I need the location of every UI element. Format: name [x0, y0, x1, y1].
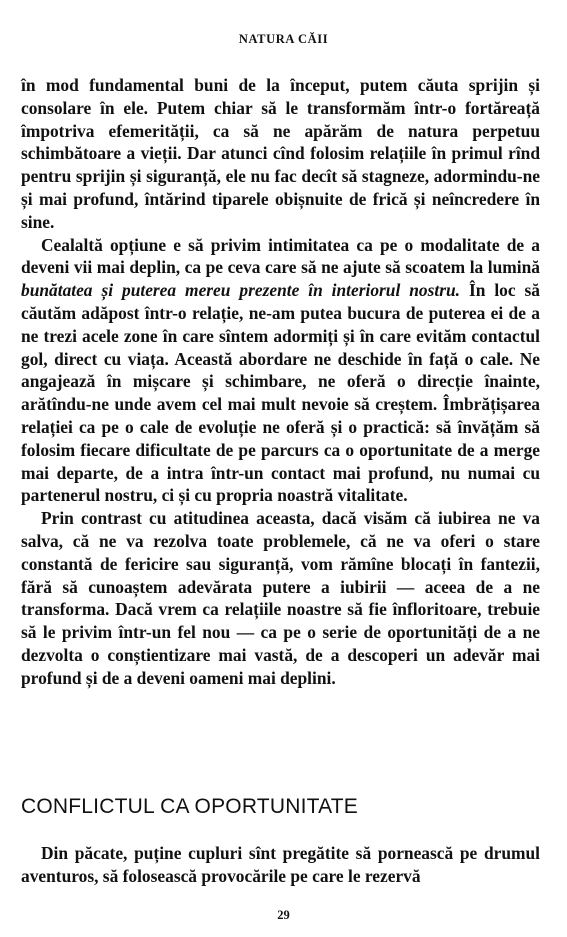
running-head: NATURA CĂII — [238, 32, 329, 46]
paragraph-3-text: Prin contrast cu atitudinea aceasta, dacă visăm că iubirea ne va salva, că ne va rezolva toate problemele, că ne va oferi o stare constantă de fericire sau siguranță, vom rămîne blocați în fantezii, fără să cunoaștem adevărata putere a iubirii — aceea de a ne transforma. Dacă vrem ca relațiile noastre să fie înfloritoare, trebuie să le privim într-un fel nou — ca pe o serie de oportunități de a ne dezvolta o conștientizare mai vastă, de a descoperi un adevăr mai profund și de a deveni oameni mai deplini. — [21, 508, 540, 688]
paragraph-2 — [21, 234, 540, 508]
page-number: 29 — [277, 908, 290, 922]
paragraph-1 — [21, 74, 540, 234]
paragraph-2-text-b: În loc să căutăm adăpost într-o relație, ne-am putea bucura de puterea ei de a ne trezi acele zone în care sîntem adormiți și în care evităm contactul gol, direct cu viața. Această abordare ne deschide în față o cale. Ne angajează în mișcare și schimbare, ne oferă o direcție înainte, arătîndu-ne unde avem cel mai mult nevoie să creștem. Îmbrățișarea relației ca pe o cale de evoluție ne oferă și o practică: să învățăm să folosim fiecare dificultate de pe parcurs ca o oportunitate de a merge mai departe, de a intra într-un contact mai profund, nu numai cu partenerul nostru, ci și cu propria noastră vitalitate. — [21, 280, 541, 506]
paragraph-3 — [21, 507, 540, 689]
paragraph-2-text-a: Cealaltă opțiune e să privim intimitatea ca pe o modalitate de a deveni vii mai deplin, ca pe ceva care să ne ajute să scoatem la lumină — [21, 234, 540, 278]
paragraph-1-text: în mod fundamental buni de la început, putem căuta sprijin și consolare în ele. Putem chiar să le transformăm într-o fortăreață împotriva efemerității, ca să ne apărăm de natura perpetuu schimbătoare a vieții. Dar atunci cînd folosim relațiile în primul rînd pentru sprijin și siguranță, ele nu fac decît să stagneze, adormindu-ne și mai profund, întărind tiparele obișnuite de frică și neîncredere în sine. — [21, 75, 540, 232]
paragraph-2-emphasis: bunătatea și puterea mereu prezente în interiorul nostru. — [21, 280, 461, 301]
body-text — [21, 74, 540, 690]
section-heading: CONFLICTUL CA OPORTUNITATE — [21, 795, 358, 818]
section-body — [21, 842, 540, 888]
paragraph-4: Din păcate, puține cupluri sînt pregătite să pornească pe drumul aventuros, să folosească provocările pe care le rezervă — [21, 843, 540, 886]
